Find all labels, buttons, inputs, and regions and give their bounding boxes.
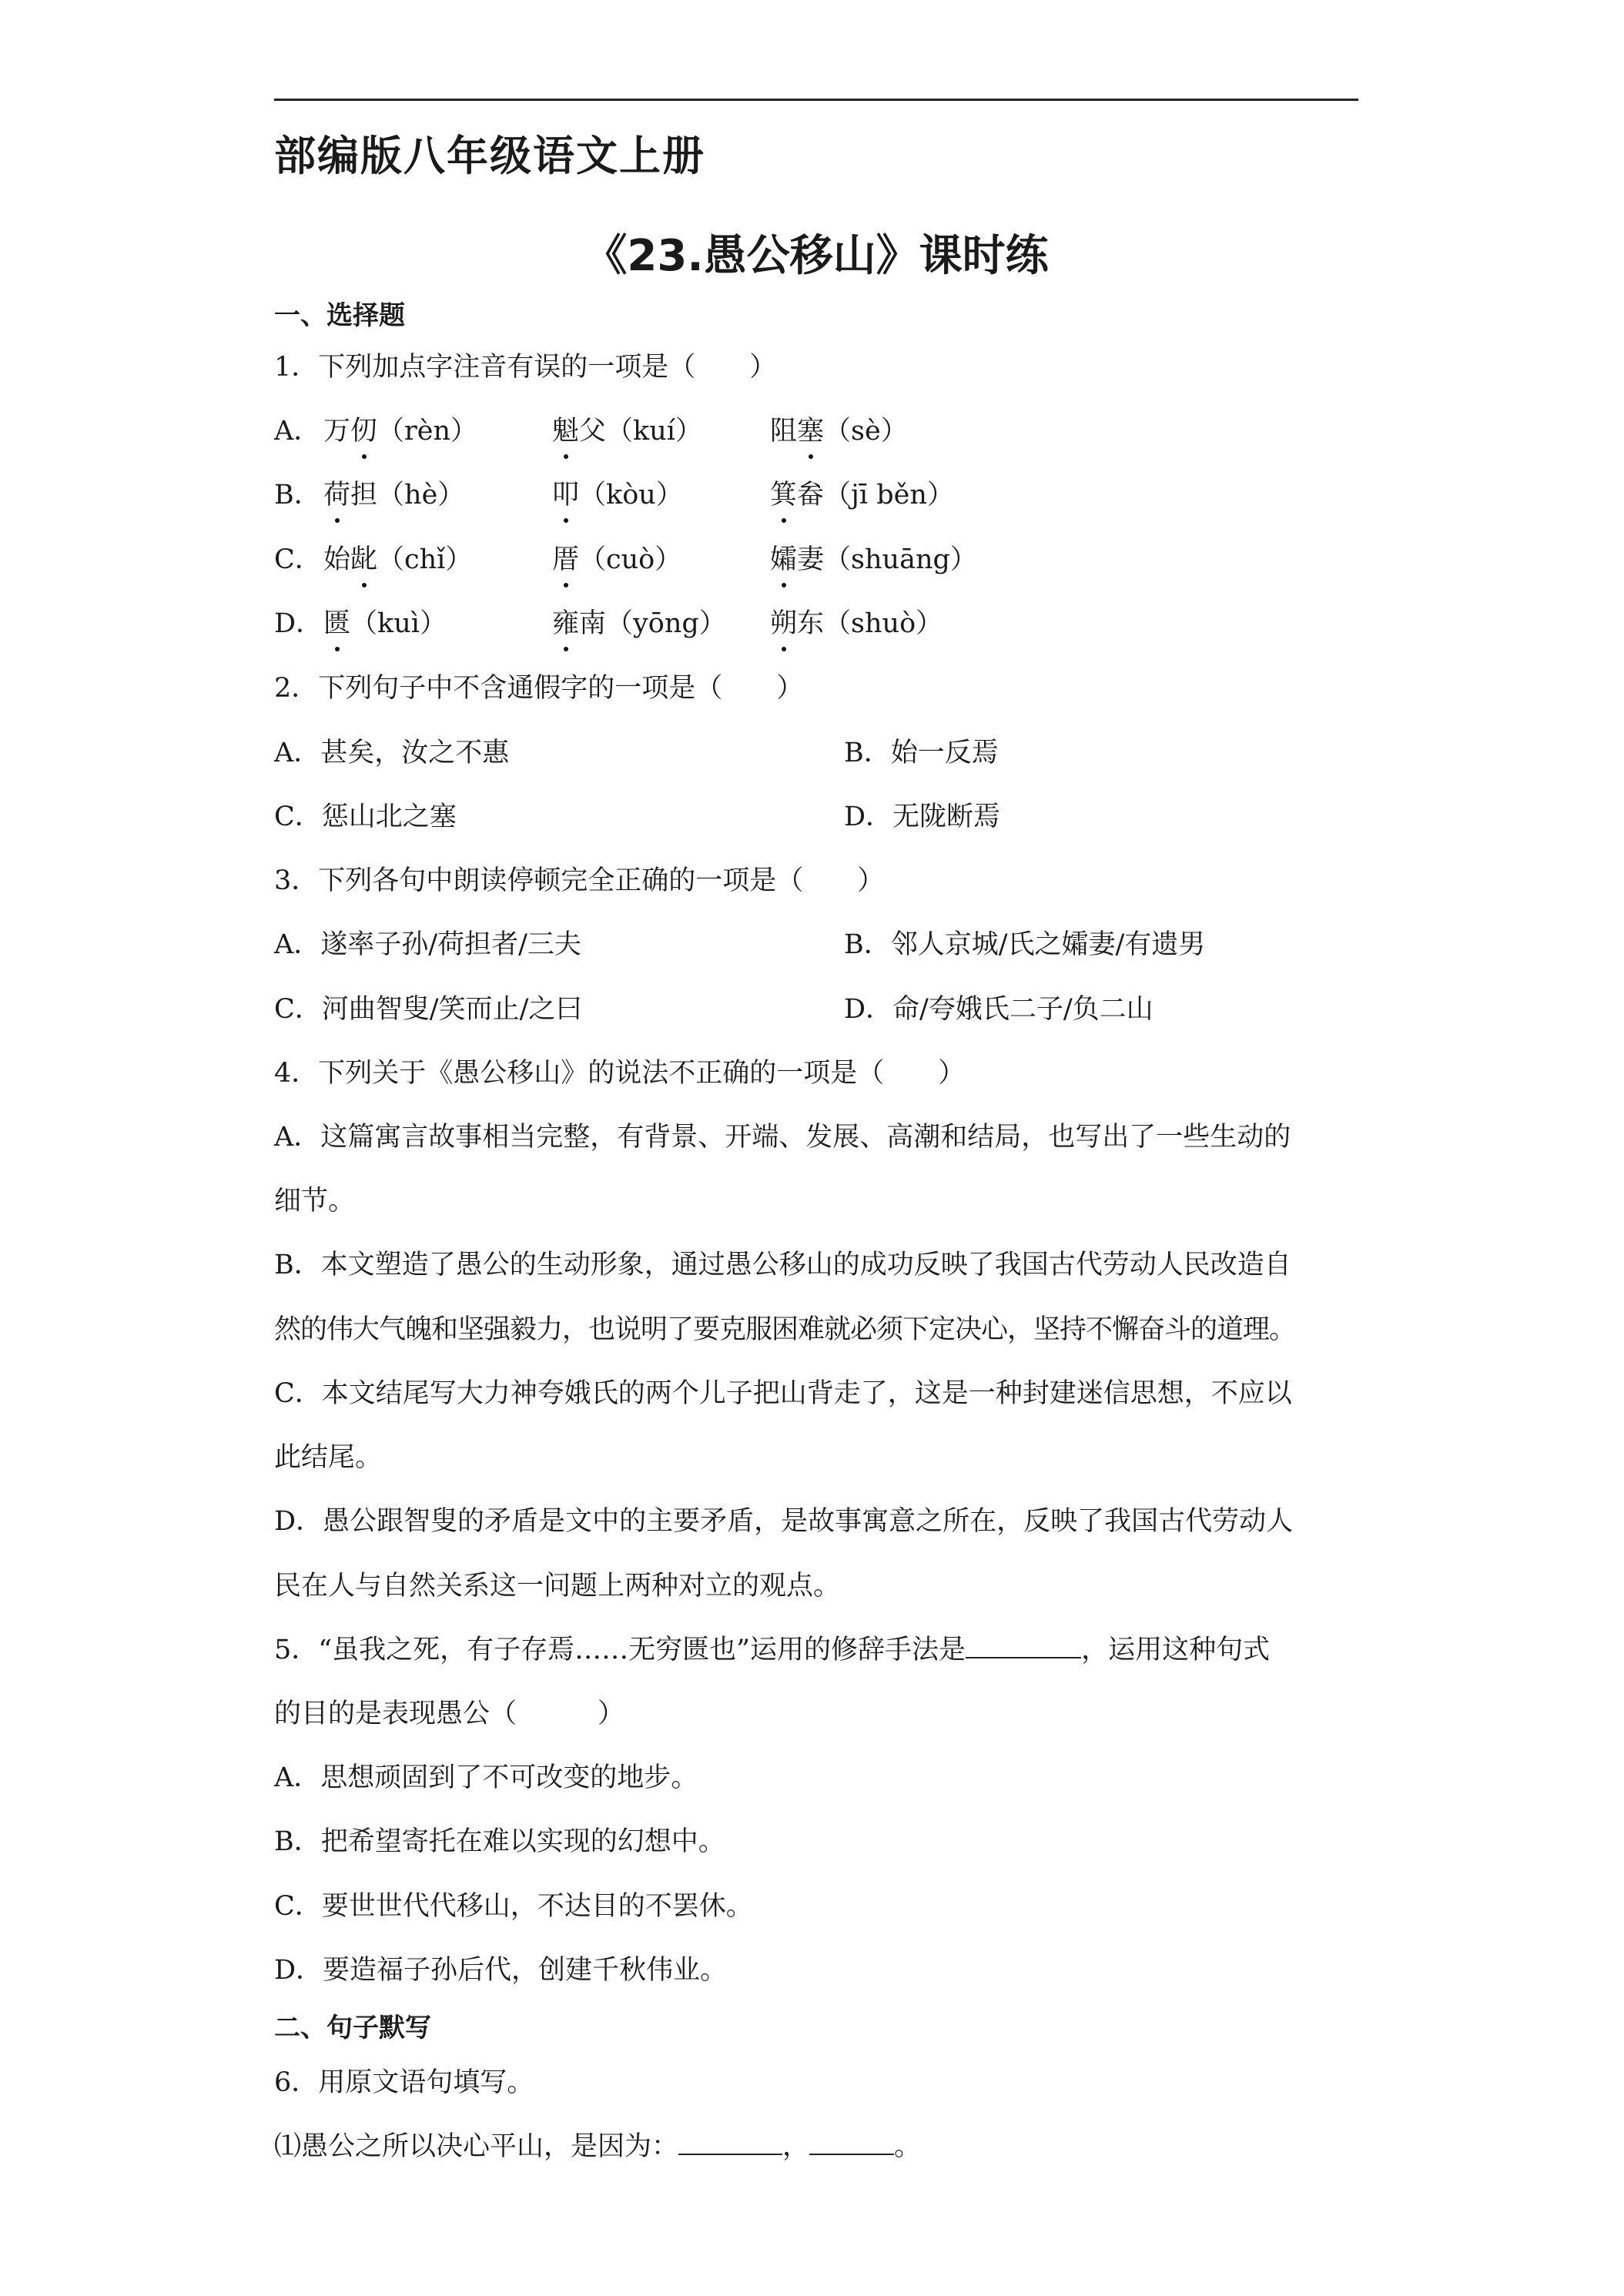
q2-stem: 2．下列句子中不含通假字的一项是（ ） xyxy=(274,673,804,704)
q1-option-item xyxy=(552,414,702,448)
q1-option-label: B． xyxy=(274,480,321,510)
subject-heading: 部编版八年级语文上册 xyxy=(274,132,705,180)
pinyin: （cuò） xyxy=(579,544,682,575)
pinyin: （kuí） xyxy=(606,416,702,447)
q6-stem: 6．用原文语句填写。 xyxy=(274,2067,534,2098)
q5-stem-line2: 的目的是表现愚公（ ） xyxy=(274,1699,625,1729)
q5-option-c: C．要世世代代移山，不达目的不罢休。 xyxy=(274,1891,753,1922)
q4-option-d-line2: 民在人与自然关系这一问题上两种对立的观点。 xyxy=(274,1571,841,1602)
q4-option-c-line2: 此结尾。 xyxy=(274,1442,383,1473)
q3-option-c: C．河曲智叟/笑而止/之曰 xyxy=(274,994,583,1025)
q2-option-c: C．惩山北之塞 xyxy=(274,802,457,832)
dotted-char: 塞 xyxy=(797,416,825,447)
q2-option-d: D．无陇断焉 xyxy=(844,802,1001,832)
q4-option-b-line2: 然的伟大气魄和坚强毅力，也说明了要克服困难就必须下定决心，坚持不懈奋斗的道理。 xyxy=(274,1314,1296,1345)
q1-stem: 1．下列加点字注音有误的一项是（ ） xyxy=(274,352,777,383)
q2-option-b: B．始一反焉 xyxy=(844,738,999,768)
q1-option-item xyxy=(770,414,908,448)
dotted-char: 龀 xyxy=(350,544,378,575)
char: 南 xyxy=(579,608,607,639)
q1-option-label: A． xyxy=(274,416,321,447)
q6-sub1 xyxy=(274,2130,921,2164)
q4-option-a-line1: A．这篇寓言故事相当完整，有背景、开端、发展、高潮和结局，也写出了一些生动的 xyxy=(274,1122,1291,1153)
q5-stem-line1 xyxy=(274,1633,1270,1667)
q1-option-label: D． xyxy=(274,608,323,639)
q4-option-c-line1: C．本文结尾写大力神夸娥氏的两个儿子把山背走了，这是一种封建迷信思想，不应以 xyxy=(274,1378,1292,1409)
pinyin: （jī běn） xyxy=(824,480,954,510)
dotted-char: 匮 xyxy=(323,608,351,639)
char: 父 xyxy=(579,416,607,447)
q1-option-item xyxy=(770,543,977,577)
q3-option-a: A．遂率子孙/荷担者/三夫 xyxy=(274,929,581,960)
char: 始 xyxy=(323,544,351,575)
char: 担 xyxy=(350,480,378,510)
q6-sub1-text: ⑴愚公之所以决心平山，是因为： xyxy=(274,2131,679,2162)
q3-option-b: B．邻人京城/氏之孀妻/有遗男 xyxy=(844,929,1206,960)
q6-sub1-comma: ， xyxy=(782,2131,810,2162)
pinyin: （hè） xyxy=(377,480,465,510)
q5-option-d: D．要造福子孙后代，创建千秋伟业。 xyxy=(274,1955,728,1986)
q3-stem: 3．下列各句中朗读停顿完全正确的一项是（ ） xyxy=(274,865,885,896)
q5-stem-text: 5．“虽我之死，有子存焉……无穷匮也”运用的修辞手法是 xyxy=(274,1635,966,1665)
q5-stem-tail: ，运用这种句式 xyxy=(1081,1635,1271,1665)
q4-option-b-line1: B．本文塑造了愚公的生动形象，通过愚公移山的成功反映了我国古代劳动人民改造自 xyxy=(274,1250,1291,1280)
q6-sub1-end: 。 xyxy=(894,2131,922,2162)
q5-option-a: A．思想顽固到了不可改变的地步。 xyxy=(274,1762,698,1793)
q6-blank-2[interactable] xyxy=(809,2130,894,2155)
char: 东 xyxy=(797,608,825,639)
char: 万 xyxy=(323,416,351,447)
pinyin: （kuì） xyxy=(350,608,447,639)
q1-option-item xyxy=(770,607,943,641)
dotted-char: 魁 xyxy=(552,416,580,447)
q1-option-item xyxy=(770,478,954,512)
q1-option-item xyxy=(323,607,447,641)
q5-answer-blank[interactable] xyxy=(966,1634,1081,1658)
pinyin: （sè） xyxy=(824,416,908,447)
pinyin: （yōng） xyxy=(606,608,726,639)
dotted-char: 箕 xyxy=(770,480,798,510)
section-heading-dictation: 二、句子默写 xyxy=(274,2013,431,2043)
q1-option-label: C． xyxy=(274,544,322,575)
pinyin: （rèn） xyxy=(377,416,478,447)
q1-option-item xyxy=(552,543,681,577)
q1-option-item xyxy=(552,478,683,512)
char: 阻 xyxy=(770,416,798,447)
pinyin: （chǐ） xyxy=(377,544,473,575)
dotted-char: 朔 xyxy=(770,608,798,639)
q1-option-item xyxy=(323,414,477,448)
section-heading-choice: 一、选择题 xyxy=(274,300,405,331)
q1-option-item xyxy=(323,543,472,577)
dotted-char: 厝 xyxy=(552,544,580,575)
q5-option-b: B．把希望寄托在难以实现的幻想中。 xyxy=(274,1826,725,1857)
dotted-char: 孀 xyxy=(770,544,798,575)
dotted-char: 荷 xyxy=(323,480,351,510)
pinyin: （kòu） xyxy=(579,480,683,510)
q4-option-a-line2: 细节。 xyxy=(274,1186,356,1217)
pinyin: （shuò） xyxy=(824,608,943,639)
char: 畚 xyxy=(797,480,825,510)
pinyin: （shuāng） xyxy=(824,544,977,575)
q3-option-d: D．命/夸娥氏二子/负二山 xyxy=(844,994,1154,1025)
header-rule xyxy=(274,99,1358,101)
dotted-char: 叩 xyxy=(552,480,580,510)
q1-option-item xyxy=(323,478,464,512)
q4-stem: 4．下列关于《愚公移山》的说法不正确的一项是（ ） xyxy=(274,1058,966,1089)
q1-option-item xyxy=(552,607,726,641)
q4-option-d-line1: D．愚公跟智叟的矛盾是文中的主要矛盾，是故事寓意之所在，反映了我国古代劳动人 xyxy=(274,1506,1294,1537)
q2-option-a: A．甚矣，汝之不惠 xyxy=(274,738,510,768)
page-title: 《23.愚公移山》课时练 xyxy=(584,231,1049,281)
dotted-char: 仞 xyxy=(350,416,378,447)
dotted-char: 雍 xyxy=(552,608,580,639)
char: 妻 xyxy=(797,544,825,575)
q6-blank-1[interactable] xyxy=(678,2130,782,2155)
